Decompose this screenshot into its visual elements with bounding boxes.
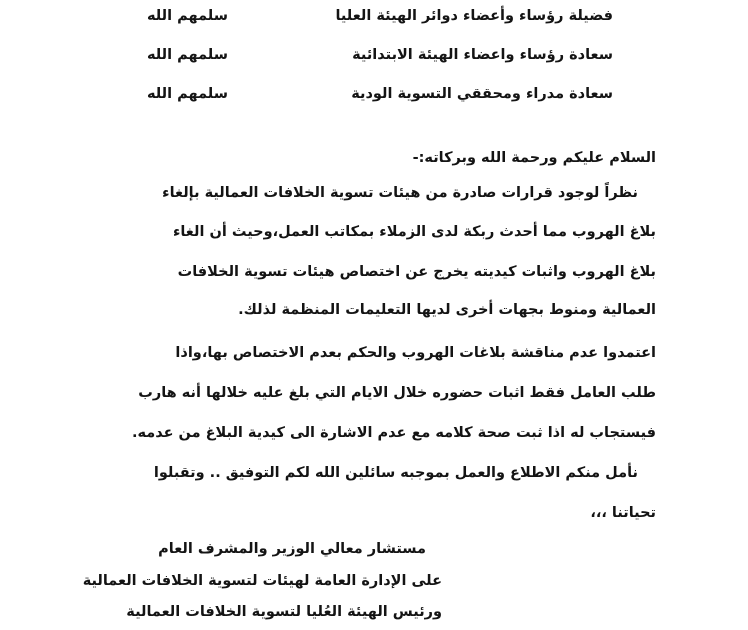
body-line: نأمل منكم الاطلاع والعمل بموجبه سائلين الله لكم التوفيق .. وتقبلوا bbox=[153, 465, 638, 481]
addressee-honorific: سلمهم الله bbox=[146, 8, 228, 24]
body-line: فيستجاب له اذا ثبت صحة كلامه مع عدم الاشارة الى كيدية البلاغ من عدمه. bbox=[131, 425, 656, 441]
body-line: بلاغ الهروب مما أحدث ربكة لدى الزملاء بمكاتب العمل،وحيث أن الغاء bbox=[172, 224, 656, 240]
addressee-name: سعادة رؤساء واعضاء الهيئة الابتدائية bbox=[352, 47, 613, 63]
addressee-name: فضيلة رؤساء وأعضاء دوائر الهيئة العليا bbox=[335, 8, 613, 24]
body-line: العمالية ومنوط بجهات أخرى لديها التعليمات المنظمة لذلك. bbox=[238, 302, 656, 318]
addressee-row bbox=[0, 86, 748, 112]
addressee-honorific: سلمهم الله bbox=[146, 47, 228, 63]
body-line: تحياتنا ،،، bbox=[590, 505, 656, 521]
addressee-row bbox=[0, 8, 748, 34]
body-line: طلب العامل فقط اثبات حضوره خلال الايام التي بلغ عليه خلالها أنه هارب bbox=[138, 385, 656, 401]
signature-subtitle: ورئيس الهيئة العُليا لتسوية الخلافات العمالية bbox=[126, 604, 442, 620]
signature-title: مستشار معالي الوزير والمشرف العام bbox=[158, 541, 426, 557]
signature-subtitle: على الإدارة العامة لهيئات لتسوية الخلافات العمالية bbox=[82, 573, 442, 589]
addressee-name: سعادة مدراء ومحققي التسوية الودية bbox=[351, 86, 613, 102]
body-line: بلاغ الهروب واثبات كيديته يخرج عن اختصاص هيئات تسوية الخلافات bbox=[177, 264, 656, 280]
addressee-honorific: سلمهم الله bbox=[146, 86, 228, 102]
body-line: نظراً لوجود قرارات صادرة من هيئات تسوية الخلافات العمالية بإلغاء bbox=[162, 185, 638, 201]
addressee-row bbox=[0, 47, 748, 73]
greeting: السلام عليكم ورحمة الله وبركاته:- bbox=[412, 150, 656, 166]
body-line: اعتمدوا عدم مناقشة بلاغات الهروب والحكم بعدم الاختصاص بها،واذا bbox=[175, 345, 656, 361]
